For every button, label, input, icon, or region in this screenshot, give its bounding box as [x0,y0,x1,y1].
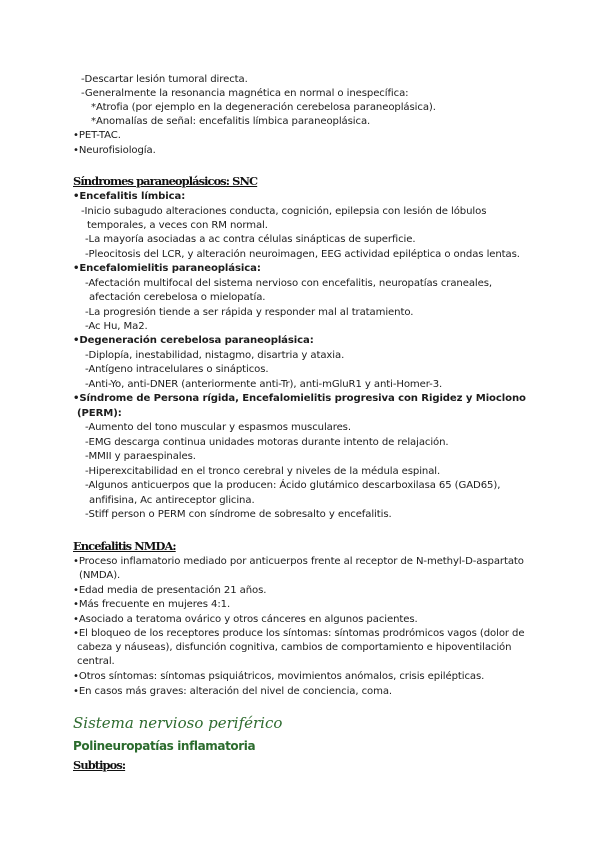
section-heading-nmda: Encefalitis NMDA: [73,539,176,553]
snc-line: -Hiperexcitabilidad en el tronco cerebral y niveles de la médula espinal. [85,466,441,477]
intro-line: •PET-TAC. [73,130,121,141]
intro-line: *Atrofia (por ejemplo en la degeneración cerebelosa paraneoplásica). [91,102,436,113]
snc-line: -Antígeno intracelulares o sinápticos. [85,364,269,375]
snc-subheading: •Degeneración cerebelosa paraneoplásica: [73,335,314,346]
green-title-polineuropatias: Polineuropatías inflamatoria [73,739,256,753]
nmda-line: (NMDA). [79,570,121,581]
nmda-line: •Asociado a teratoma ovárico y otros cánceres en algunos pacientes. [73,614,418,625]
snc-subheading: •Encefalomielitis paraneoplásica: [73,263,261,274]
snc-line: -Anti-Yo, anti-DNER (anteriormente anti-Tr), anti-mGluR1 y anti-Homer-3. [85,379,443,390]
snc-line: -La progresión tiende a ser rápida y responder mal al tratamiento. [85,307,414,318]
snc-line: -Diplopía, inestabilidad, nistagmo, disartria y ataxia. [85,350,345,361]
snc-line: afectación cerebelosa o mielopatía. [89,292,266,303]
snc-line: -Inicio subagudo alteraciones conducta, cognición, epilepsia con lesión de lóbulos [81,206,487,217]
snc-line: -EMG descarga continua unidades motoras durante intento de relajación. [85,437,449,448]
intro-line: -Descartar lesión tumoral directa. [81,74,248,85]
snc-line: -La mayoría asociadas a ac contra células sinápticas de superficie. [85,234,416,245]
snc-line: -Ac Hu, Ma2. [85,321,148,332]
nmda-line: central. [77,656,115,667]
intro-line: -Generalmente la resonancia magnética en normal o inespecífica: [81,88,409,99]
section-heading-snc: Síndromes paraneoplásicos: SNC [73,174,258,188]
snc-line: -MMII y paraespinales. [85,451,196,462]
snc-line: -Aumento del tono muscular y espasmos musculares. [85,422,351,433]
nmda-line: •Edad media de presentación 21 años. [73,585,267,596]
intro-line: *Anomalías de señal: encefalitis límbica paraneoplásica. [91,116,371,127]
snc-line: -Stiff person o PERM con síndrome de sobresalto y encefalitis. [85,509,392,520]
snc-subheading: •Encefalitis límbica: [73,191,186,202]
snc-subheading: •Síndrome de Persona rígida, Encefalomielitis progresiva con Rigidez y Mioclono [73,393,526,404]
nmda-line: •En casos más graves: alteración del nivel de conciencia, coma. [73,686,393,697]
snc-subheading: (PERM): [77,408,122,419]
snc-line: -Pleocitosis del LCR, y alteración neuroimagen, EEG actividad epiléptica o ondas lentas. [85,249,520,260]
intro-line: •Neurofisiología. [73,145,156,156]
nmda-line: cabeza y náuseas), disfunción cognitiva, cambios de comportamiento e hipoventilación [77,642,512,653]
snc-line: -Afectación multifocal del sistema nervioso con encefalitis, neuropatías craneales, [85,278,492,289]
nmda-line: •El bloqueo de los receptores produce los síntomas: síntomas prodrómicos vagos (dolor de [73,628,525,639]
snc-line: anfifisina, Ac antireceptor glicina. [89,495,255,506]
subtipos-heading: Subtipos: [73,758,126,772]
nmda-line: •Otros síntomas: síntomas psiquiátricos, movimientos anómalos, crisis epilépticas. [73,671,485,682]
snc-line: -Algunos anticuerpos que la producen: Ácido glutámico descarboxilasa 65 (GAD65), [85,480,501,491]
script-title-snp: Sistema nervioso periférico [73,714,283,732]
nmda-line: •Más frecuente en mujeres 4:1. [73,599,231,610]
snc-line: temporales, a veces con RM normal. [87,220,268,231]
nmda-line: •Proceso inflamatorio mediado por anticuerpos frente al receptor de N-methyl-D-aspartato [73,556,524,567]
